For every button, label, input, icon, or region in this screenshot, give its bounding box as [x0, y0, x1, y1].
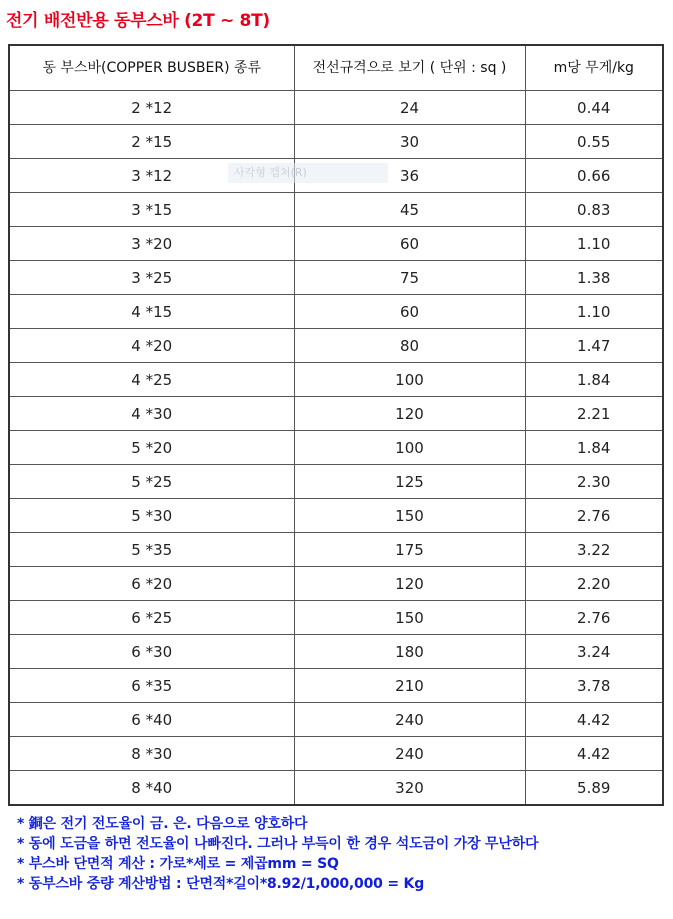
cell-busbar-type: 6 *30: [9, 635, 294, 669]
cell-wire-size: 150: [294, 499, 525, 533]
header-wire-size: 전선규격으로 보기 ( 단위 : sq ): [294, 45, 525, 91]
cell-busbar-type: 5 *30: [9, 499, 294, 533]
cell-weight: 4.42: [525, 737, 663, 771]
cell-busbar-type: 5 *20: [9, 431, 294, 465]
cell-busbar-type: 3 *25: [9, 261, 294, 295]
cell-busbar-type: 4 *15: [9, 295, 294, 329]
table-row: [9, 737, 663, 771]
header-weight: m당 무게/kg: [525, 45, 663, 91]
cell-busbar-type: 2 *12: [9, 91, 294, 125]
note-item: * 부스바 단면적 계산 : 가로*세로 = 제곱mm = SQ: [17, 856, 339, 872]
table-row: [9, 227, 663, 261]
cell-wire-size: 320: [294, 771, 525, 806]
cell-weight: 1.84: [525, 431, 663, 465]
cell-weight: 4.42: [525, 703, 663, 737]
busbar-table: [8, 44, 664, 806]
table-row: [9, 363, 663, 397]
cell-wire-size: 120: [294, 397, 525, 431]
cell-weight: 2.30: [525, 465, 663, 499]
cell-wire-size: 30: [294, 125, 525, 159]
cell-wire-size: 60: [294, 227, 525, 261]
table-row: [9, 703, 663, 737]
cell-busbar-type: 3 *12: [9, 159, 294, 193]
cell-wire-size: 24: [294, 91, 525, 125]
cell-busbar-type: 3 *20: [9, 227, 294, 261]
cell-wire-size: 150: [294, 601, 525, 635]
cell-wire-size: 60: [294, 295, 525, 329]
cell-busbar-type: 4 *30: [9, 397, 294, 431]
cell-wire-size: 125: [294, 465, 525, 499]
notes-list: [17, 814, 657, 894]
cell-wire-size: 36: [294, 159, 525, 193]
table-row: [9, 193, 663, 227]
cell-weight: 0.83: [525, 193, 663, 227]
cell-busbar-type: 6 *25: [9, 601, 294, 635]
table-row: [9, 567, 663, 601]
header-busbar-type: 동 부스바(COPPER BUSBER) 종류: [9, 45, 294, 91]
cell-weight: 2.76: [525, 601, 663, 635]
table-row: [9, 635, 663, 669]
cell-weight: 5.89: [525, 771, 663, 806]
table-row: [9, 431, 663, 465]
cell-busbar-type: 2 *15: [9, 125, 294, 159]
cell-busbar-type: 6 *40: [9, 703, 294, 737]
capture-watermark: 사각형 캡처(R): [228, 163, 388, 183]
cell-busbar-type: 6 *35: [9, 669, 294, 703]
cell-weight: 3.22: [525, 533, 663, 567]
cell-wire-size: 100: [294, 431, 525, 465]
cell-weight: 2.20: [525, 567, 663, 601]
table-row: [9, 669, 663, 703]
cell-wire-size: 175: [294, 533, 525, 567]
cell-weight: 2.76: [525, 499, 663, 533]
table-row: [9, 295, 663, 329]
table-row: [9, 261, 663, 295]
cell-weight: 3.78: [525, 669, 663, 703]
table-row: [9, 533, 663, 567]
note-item: * 동에 도금을 하면 전도율이 나빠진다. 그러나 부득이 한 경우 석도금이 가장 무난하다: [17, 836, 539, 852]
cell-weight: 1.47: [525, 329, 663, 363]
cell-wire-size: 240: [294, 703, 525, 737]
cell-weight: 0.55: [525, 125, 663, 159]
cell-weight: 1.84: [525, 363, 663, 397]
cell-busbar-type: 4 *20: [9, 329, 294, 363]
note-item: * 동부스바 중량 계산방법 : 단면적*길이*8.92/1,000,000 = Kg: [17, 876, 425, 892]
cell-weight: 1.10: [525, 295, 663, 329]
cell-busbar-type: 5 *25: [9, 465, 294, 499]
cell-busbar-type: 5 *35: [9, 533, 294, 567]
page-title: 전기 배전반용 동부스바 (2T ~ 8T): [6, 11, 270, 31]
cell-wire-size: 100: [294, 363, 525, 397]
table-row: [9, 91, 663, 125]
table-row: [9, 329, 663, 363]
cell-weight: 1.38: [525, 261, 663, 295]
cell-weight: 1.10: [525, 227, 663, 261]
cell-busbar-type: 6 *20: [9, 567, 294, 601]
cell-busbar-type: 4 *25: [9, 363, 294, 397]
cell-wire-size: 120: [294, 567, 525, 601]
cell-wire-size: 45: [294, 193, 525, 227]
cell-busbar-type: 8 *30: [9, 737, 294, 771]
cell-busbar-type: 8 *40: [9, 771, 294, 806]
cell-weight: 0.44: [525, 91, 663, 125]
note-item: * 銅은 전기 전도율이 금. 은. 다음으로 양호하다: [17, 816, 308, 832]
table-row: [9, 465, 663, 499]
cell-weight: 0.66: [525, 159, 663, 193]
cell-wire-size: 240: [294, 737, 525, 771]
table-row: [9, 499, 663, 533]
cell-wire-size: 80: [294, 329, 525, 363]
cell-wire-size: 75: [294, 261, 525, 295]
table-row: [9, 397, 663, 431]
table-header-row: [9, 45, 663, 91]
table-row: [9, 601, 663, 635]
cell-weight: 2.21: [525, 397, 663, 431]
table-row: [9, 159, 663, 193]
cell-wire-size: 180: [294, 635, 525, 669]
cell-wire-size: 210: [294, 669, 525, 703]
table-row: [9, 125, 663, 159]
cell-weight: 3.24: [525, 635, 663, 669]
cell-busbar-type: 3 *15: [9, 193, 294, 227]
table-row: [9, 771, 663, 806]
